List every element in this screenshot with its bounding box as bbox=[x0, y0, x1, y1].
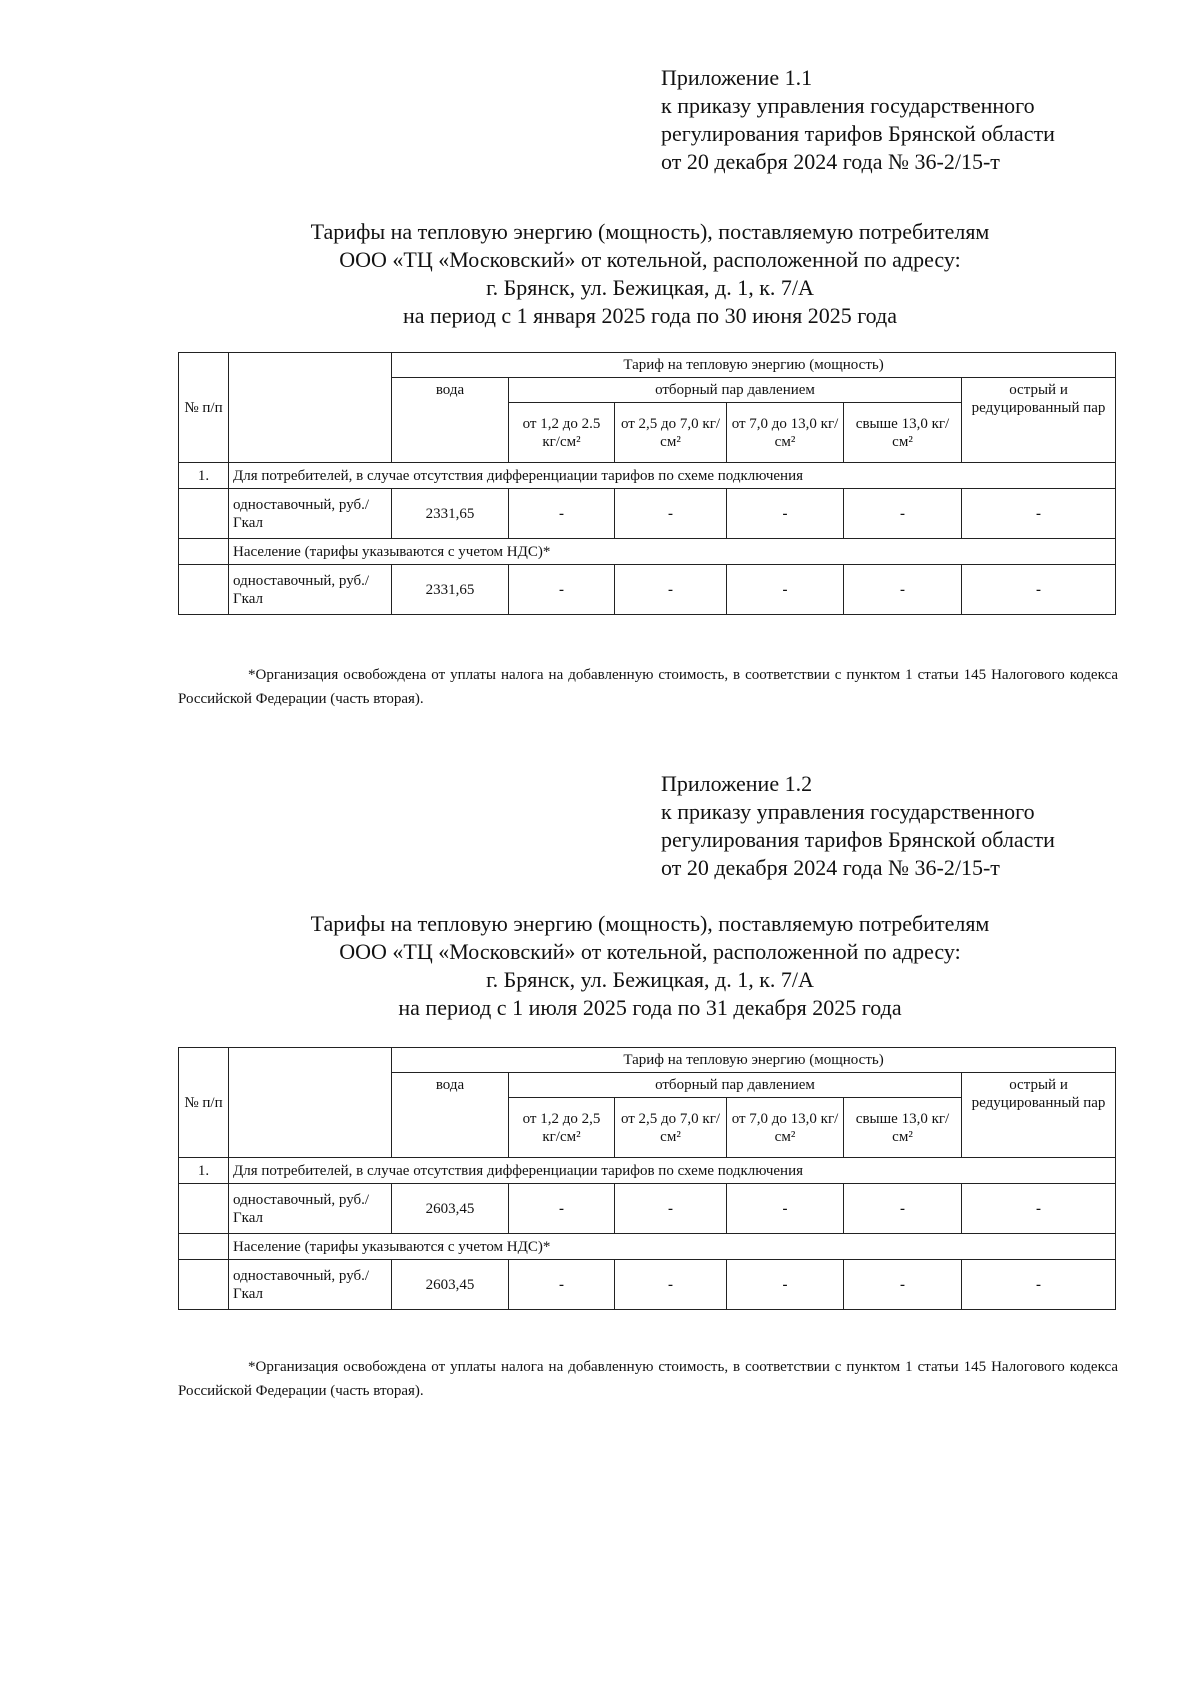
row-number: 1. bbox=[179, 463, 229, 489]
table-row bbox=[179, 489, 1116, 539]
vat-footnote-2 bbox=[178, 1355, 1118, 1403]
header-water: вода bbox=[392, 378, 509, 463]
header-empty bbox=[229, 353, 392, 463]
dash-cell: - bbox=[509, 1260, 615, 1310]
title-line: ООО «ТЦ «Московский» от котельной, расположенной по адресу: bbox=[339, 247, 961, 272]
header-pressure-1: от 1,2 до 2.5 кг/см² bbox=[509, 403, 615, 463]
title-line: г. Брянск, ул. Бежицкая, д. 1, к. 7/А bbox=[486, 967, 814, 992]
dash-cell: - bbox=[509, 1184, 615, 1234]
header-pressure-4: свыше 13,0 кг/см² bbox=[844, 1098, 962, 1158]
row-number: 1. bbox=[179, 1158, 229, 1184]
footnote-text: статьи 145 Налогового кодекса Российской Федерации (часть вторая). bbox=[178, 667, 1118, 707]
table-row bbox=[179, 1184, 1116, 1234]
dash-cell: - bbox=[727, 1260, 844, 1310]
tariff-table-2 bbox=[178, 1047, 1116, 1310]
tariff-table-1 bbox=[178, 352, 1116, 615]
tariff-title-2 bbox=[180, 910, 1120, 1022]
group-consumers: Для потребителей, в случае отсутствия дифференциации тарифов по схеме подключения bbox=[229, 1158, 1116, 1184]
empty-cell bbox=[179, 1184, 229, 1234]
annex-header-1 bbox=[661, 64, 1055, 176]
annex-line: к приказу управления государственного bbox=[661, 93, 1035, 118]
dash-cell: - bbox=[844, 1184, 962, 1234]
header-steam: отборный пар давлением bbox=[509, 378, 962, 403]
dash-cell: - bbox=[615, 1184, 727, 1234]
header-water: вода bbox=[392, 1073, 509, 1158]
empty-cell bbox=[179, 1260, 229, 1310]
annex-line: регулирования тарифов Брянской области bbox=[661, 827, 1055, 852]
annex-line: Приложение 1.2 bbox=[661, 771, 813, 796]
vat-footnote-1 bbox=[178, 663, 1118, 711]
annex-line: регулирования тарифов Брянской области bbox=[661, 121, 1055, 146]
dash-cell: - bbox=[844, 1260, 962, 1310]
header-sharp-steam: острый и редуцированный пар bbox=[962, 1073, 1116, 1158]
dash-cell: - bbox=[509, 565, 615, 615]
group-population: Население (тарифы указываются с учетом НДС)* bbox=[229, 1234, 1116, 1260]
header-pressure-3: от 7,0 до 13,0 кг/см² bbox=[727, 403, 844, 463]
dash-cell: - bbox=[962, 1184, 1116, 1234]
header-sharp-steam: острый и редуцированный пар bbox=[962, 378, 1116, 463]
header-tariff: Тариф на тепловую энергию (мощность) bbox=[392, 353, 1116, 378]
dash-cell: - bbox=[615, 565, 727, 615]
empty-cell bbox=[179, 539, 229, 565]
water-tariff-value: 2331,65 bbox=[392, 489, 509, 539]
group-consumers: Для потребителей, в случае отсутствия дифференциации тарифов по схеме подключения bbox=[229, 463, 1116, 489]
title-line: г. Брянск, ул. Бежицкая, д. 1, к. 7/А bbox=[486, 275, 814, 300]
title-line: на период с 1 июля 2025 года по 31 декабря 2025 года bbox=[398, 995, 902, 1020]
dash-cell: - bbox=[844, 489, 962, 539]
annex-line: Приложение 1.1 bbox=[661, 65, 813, 90]
header-pressure-2: от 2,5 до 7,0 кг/см² bbox=[615, 1098, 727, 1158]
dash-cell: - bbox=[962, 565, 1116, 615]
water-tariff-value: 2603,45 bbox=[392, 1184, 509, 1234]
table-row bbox=[179, 1260, 1116, 1310]
empty-cell bbox=[179, 565, 229, 615]
annex-header-2 bbox=[661, 770, 1055, 882]
annex-line: от 20 декабря 2024 года № 36-2/15-т bbox=[661, 149, 1000, 174]
empty-cell bbox=[179, 1234, 229, 1260]
table-row bbox=[179, 565, 1116, 615]
dash-cell: - bbox=[962, 489, 1116, 539]
dash-cell: - bbox=[727, 565, 844, 615]
header-pressure-3: от 7,0 до 13,0 кг/см² bbox=[727, 1098, 844, 1158]
annex-line: от 20 декабря 2024 года № 36-2/15-т bbox=[661, 855, 1000, 880]
header-pressure-4: свыше 13,0 кг/см² bbox=[844, 403, 962, 463]
header-empty bbox=[229, 1048, 392, 1158]
dash-cell: - bbox=[727, 1184, 844, 1234]
water-tariff-value: 2331,65 bbox=[392, 565, 509, 615]
footnote-text: *Организация освобождена от уплаты налога на добавленную стоимость, в соответствии с пунктом 1 bbox=[248, 1359, 913, 1375]
title-line: на период с 1 января 2025 года по 30 июня 2025 года bbox=[402, 303, 898, 328]
title-line: Тарифы на тепловую энергию (мощность), поставляемую потребителям bbox=[310, 219, 990, 244]
dash-cell: - bbox=[615, 1260, 727, 1310]
empty-cell bbox=[179, 489, 229, 539]
dash-cell: - bbox=[962, 1260, 1116, 1310]
footnote-text: статьи 145 Налогового кодекса Российской Федерации (часть вторая). bbox=[178, 1359, 1118, 1399]
header-pressure-2: от 2,5 до 7,0 кг/см² bbox=[615, 403, 727, 463]
unit-label: одноставочный, руб./Гкал bbox=[229, 565, 392, 615]
dash-cell: - bbox=[727, 489, 844, 539]
header-num: № п/п bbox=[179, 1048, 229, 1158]
unit-label: одноставочный, руб./Гкал bbox=[229, 1260, 392, 1310]
header-num: № п/п bbox=[179, 353, 229, 463]
dash-cell: - bbox=[844, 565, 962, 615]
title-line: Тарифы на тепловую энергию (мощность), поставляемую потребителям bbox=[310, 911, 990, 936]
unit-label: одноставочный, руб./Гкал bbox=[229, 489, 392, 539]
tariff-title-1 bbox=[180, 218, 1120, 330]
annex-line: к приказу управления государственного bbox=[661, 799, 1035, 824]
unit-label: одноставочный, руб./Гкал bbox=[229, 1184, 392, 1234]
footnote-text: *Организация освобождена от уплаты налога на добавленную стоимость, в соответствии с пунктом 1 bbox=[248, 667, 913, 683]
water-tariff-value: 2603,45 bbox=[392, 1260, 509, 1310]
dash-cell: - bbox=[509, 489, 615, 539]
title-line: ООО «ТЦ «Московский» от котельной, расположенной по адресу: bbox=[339, 939, 961, 964]
header-tariff: Тариф на тепловую энергию (мощность) bbox=[392, 1048, 1116, 1073]
dash-cell: - bbox=[615, 489, 727, 539]
header-pressure-1: от 1,2 до 2,5 кг/см² bbox=[509, 1098, 615, 1158]
header-steam: отборный пар давлением bbox=[509, 1073, 962, 1098]
group-population: Население (тарифы указываются с учетом НДС)* bbox=[229, 539, 1116, 565]
